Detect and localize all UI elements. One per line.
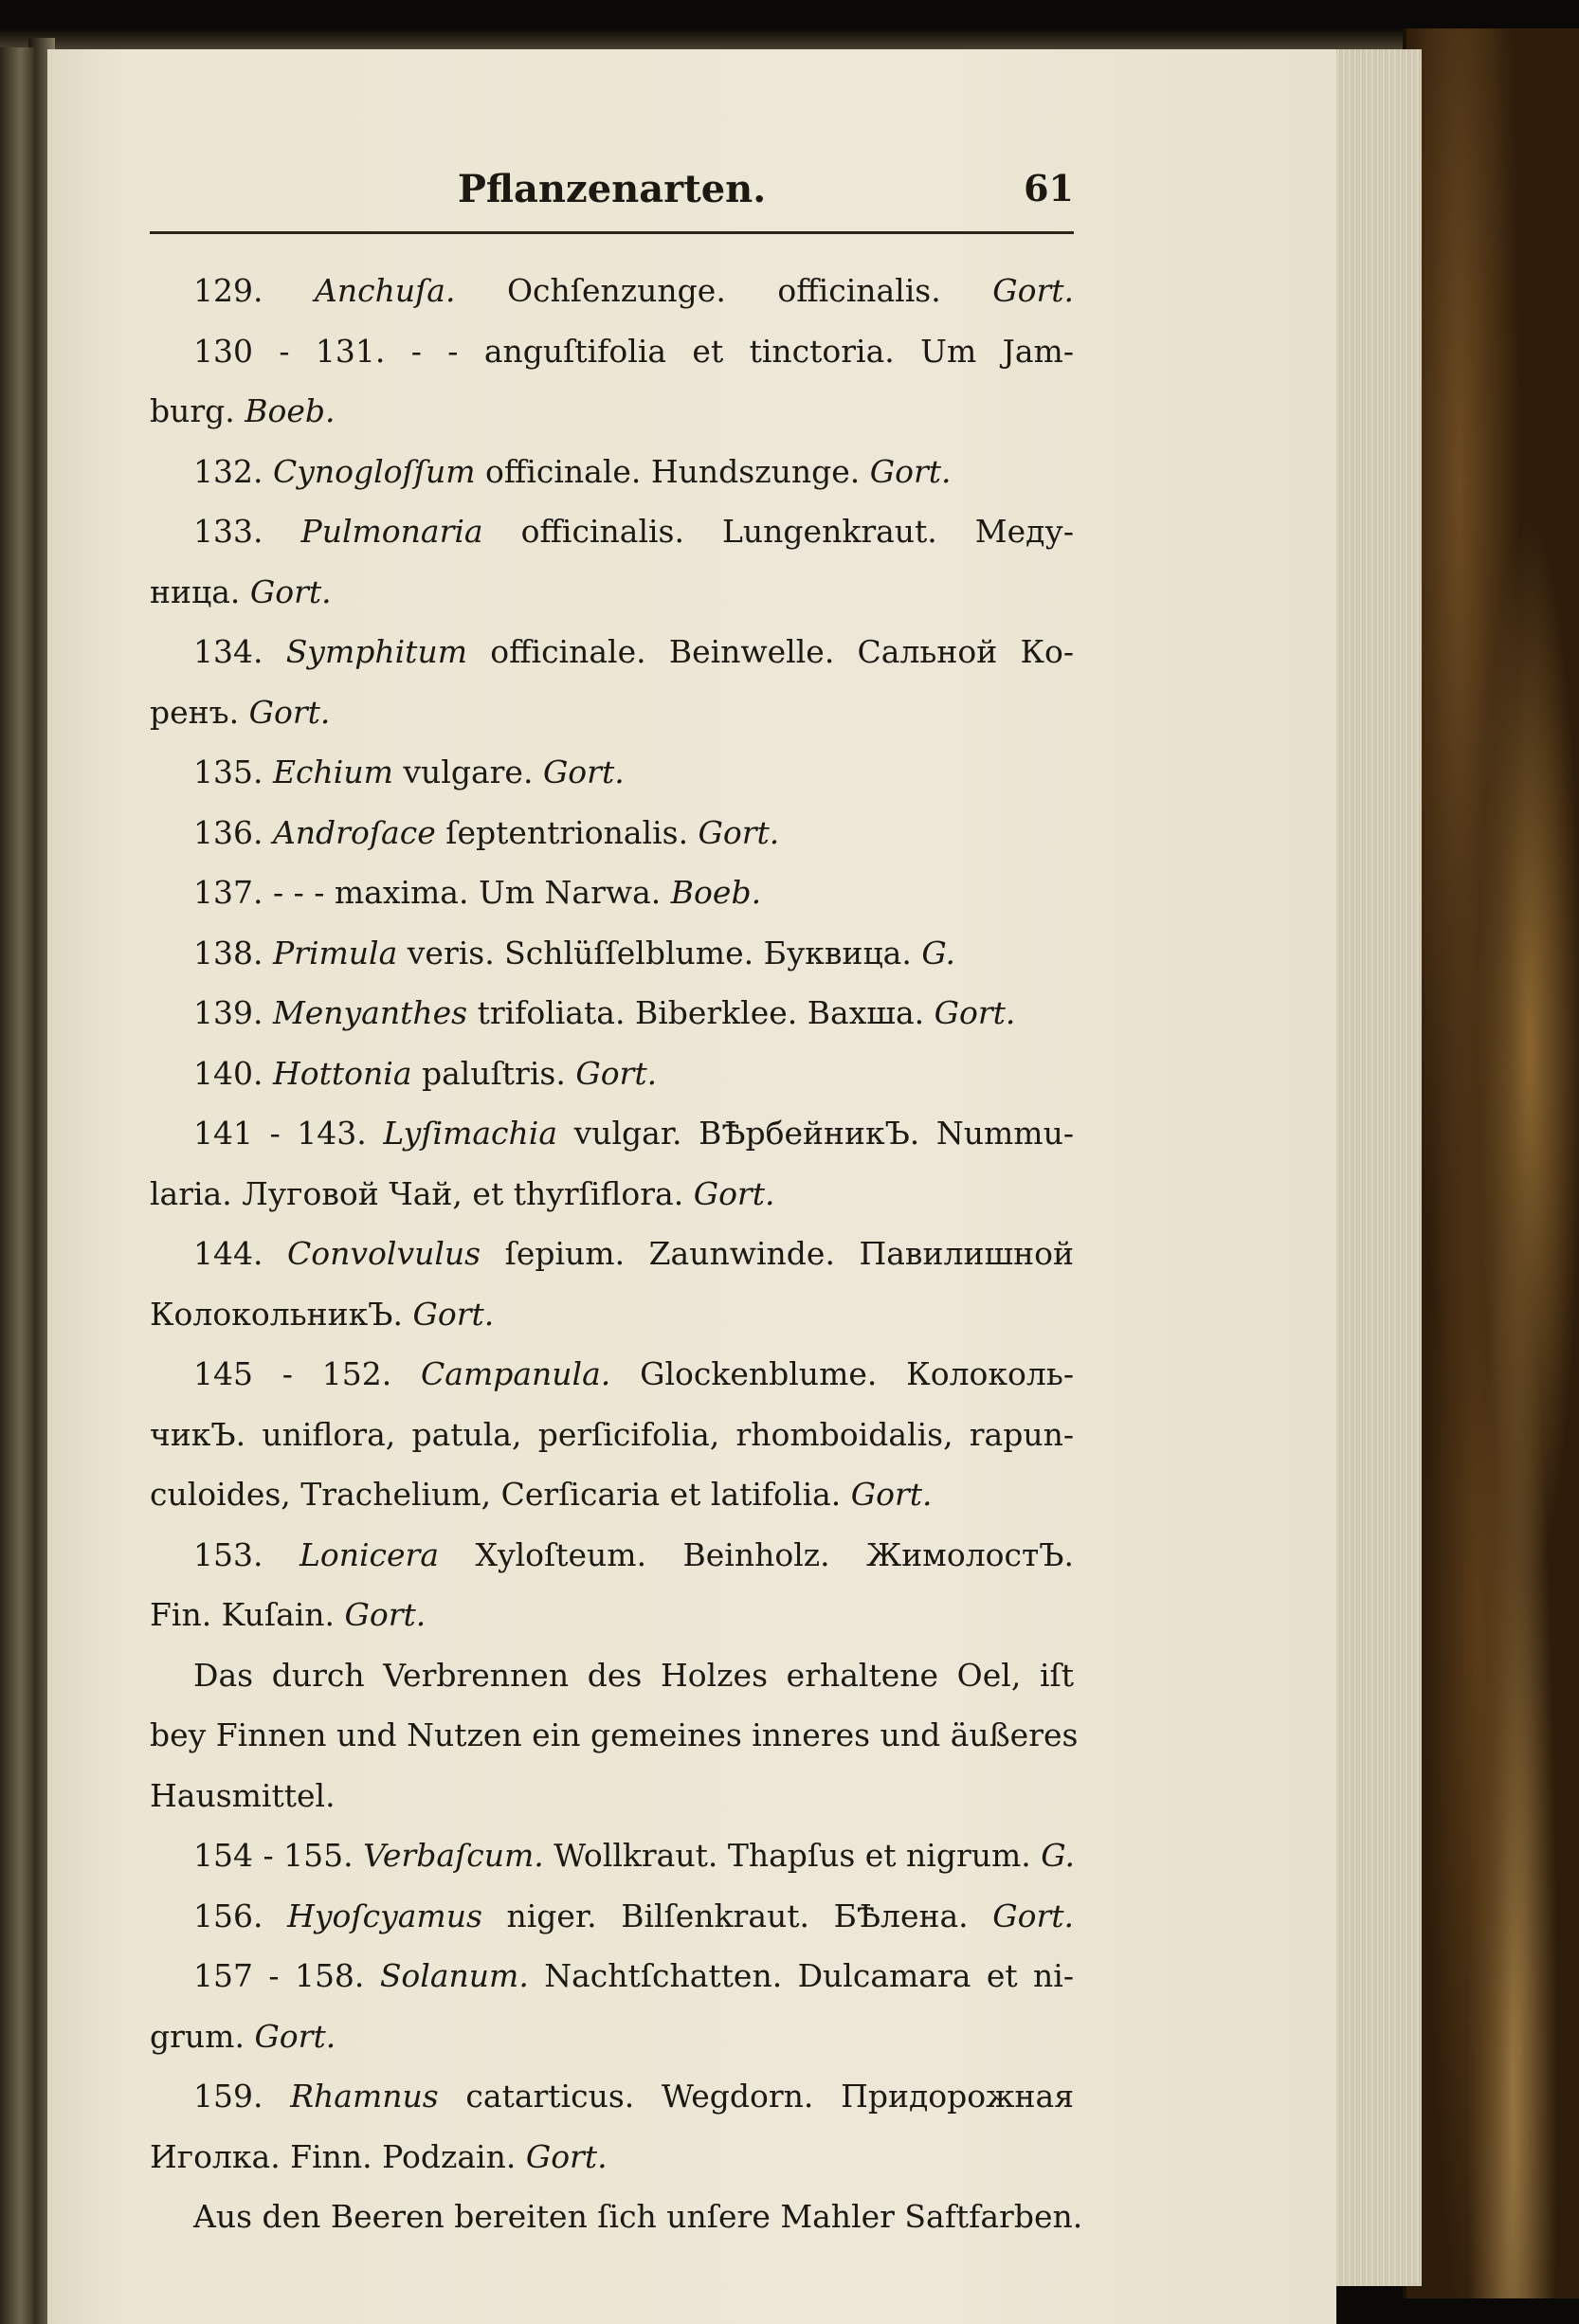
text-run: 139.	[193, 994, 273, 1031]
text-run: bey Finnen und Nutzen ein gemeines inneres und äußeres	[150, 1716, 1079, 1753]
text-run: 132.	[193, 452, 273, 490]
text-line	[150, 1946, 1074, 2006]
text-run: Xyloſteum. Beinholz. ЖимолостЪ.	[439, 1535, 1074, 1573]
italic-text: Campanula.	[421, 1355, 611, 1392]
page-header	[150, 161, 1074, 234]
italic-text: Pulmonaria	[300, 513, 483, 550]
text-run: vulgare.	[392, 753, 543, 790]
text-line	[150, 501, 1074, 562]
text-line	[150, 923, 1074, 984]
italic-text: Primula	[272, 934, 398, 971]
text-run: 134.	[193, 633, 286, 670]
text-line	[150, 2066, 1074, 2127]
italic-text: Gort.	[249, 572, 332, 610]
text-line	[150, 622, 1074, 682]
text-run: 133.	[193, 513, 301, 550]
italic-text: Gort.	[698, 813, 780, 851]
italic-text: Rhamnus	[290, 2078, 439, 2115]
italic-text: Cynogloſſum	[272, 452, 476, 490]
text-run: catarticus. Wegdorn. Придорожная	[438, 2078, 1075, 2115]
text-line	[150, 1344, 1074, 1405]
italic-text: Lyſimachia	[383, 1115, 558, 1152]
text-line	[150, 1766, 1074, 1826]
text-run: officinale. Beinwelle. Сальной Ко-	[466, 633, 1075, 670]
text-line	[150, 2127, 1074, 2188]
text-run: officinale. Hundszunge.	[475, 452, 870, 490]
italic-text: Boeb.	[670, 874, 762, 911]
running-title: Pflanzenarten.	[457, 167, 767, 211]
text-run: 137. - - - maxima. Um Narwa.	[193, 874, 671, 911]
text-run: burg.	[150, 392, 245, 429]
text-run: 135.	[193, 753, 273, 790]
text-line	[150, 862, 1074, 923]
text-run: 140.	[193, 1054, 273, 1092]
text-run: Wollkraut. Thapſus et nigrum.	[543, 1837, 1042, 1874]
text-line	[150, 1525, 1074, 1586]
italic-text: Gort.	[248, 693, 331, 731]
text-run: vulgar. ВѢрбейникЪ. Nummu-	[557, 1115, 1074, 1152]
text-run: laria. Луговой Чай, et thyrſiflora.	[150, 1174, 694, 1212]
italic-text: Gort.	[412, 1295, 495, 1333]
text-line	[150, 803, 1074, 863]
text-run: 138.	[193, 934, 273, 971]
text-run: 130 - 131. - - anguſtifolia et tinctoria. Um Jam-	[193, 332, 1074, 370]
text-run: Fin. Kuſain.	[150, 1596, 345, 1633]
page-content	[150, 161, 1083, 2247]
text-run: КолокольникЪ.	[150, 1295, 413, 1333]
italic-text: Gort.	[525, 2137, 608, 2175]
text-run: ſepium. Zaunwinde. Павилишной	[481, 1235, 1074, 1272]
italic-text: Anchuſa.	[315, 272, 456, 309]
text-run: Иголка. Finn. Podzain.	[150, 2137, 526, 2175]
text-run: Das durch Verbrennen des Holzes erhaltene Oel, iſt	[193, 1656, 1074, 1694]
italic-text: Hyoſcyamus	[287, 1897, 482, 1934]
text-line	[150, 2006, 1074, 2067]
italic-text: G.	[1041, 1837, 1075, 1874]
text-line	[150, 1886, 1074, 1947]
text-line	[150, 1645, 1074, 1706]
text-line	[150, 1405, 1074, 1465]
text-run: culoides, Trachelium, Cerſicaria et latifolia.	[150, 1476, 851, 1513]
italic-text: Gort.	[542, 753, 625, 790]
text-run: grum.	[150, 2017, 255, 2055]
text-run: ница.	[150, 572, 250, 610]
text-line	[150, 1705, 1079, 1766]
italic-text: Echium	[272, 753, 393, 790]
text-run: trifoliata. Biberklee. Вахша.	[467, 994, 935, 1031]
text-line	[150, 742, 1074, 803]
text-run: 157 - 158.	[193, 1957, 380, 1994]
italic-text: Boeb.	[245, 392, 336, 429]
italic-text: Verbaſcum.	[363, 1837, 544, 1874]
italic-text: Gort.	[693, 1174, 775, 1212]
text-line	[150, 321, 1074, 382]
text-line	[150, 983, 1074, 1044]
text-run: 159.	[193, 2078, 291, 2115]
text-run: Ochſenzunge. officinalis.	[455, 272, 993, 309]
marbled-cover	[1403, 28, 1579, 2298]
text-body	[150, 234, 1083, 2247]
text-line	[150, 1284, 1074, 1345]
text-run: Hausmittel.	[150, 1776, 336, 1814]
text-run: 144.	[193, 1235, 288, 1272]
page-number: 61	[1024, 167, 1074, 209]
italic-text: Symphitum	[285, 633, 467, 670]
text-line	[150, 562, 1074, 623]
text-run: 156.	[193, 1897, 288, 1934]
text-run: Aus den Beeren bereiten ſich unſere Mahler Saftfarben.	[193, 2198, 1083, 2235]
italic-text: Gort.	[934, 994, 1016, 1031]
text-run: 145 - 152.	[193, 1355, 422, 1392]
text-run: paluſtris.	[411, 1054, 576, 1092]
italic-text: Hottonia	[272, 1054, 412, 1092]
text-run: чикЪ. uniflora, patula, perſicifolia, rhomboidalis, rapun-	[150, 1415, 1074, 1453]
text-run: 153.	[193, 1535, 299, 1573]
italic-text: Gort.	[992, 1897, 1075, 1934]
italic-text: G.	[921, 934, 956, 971]
italic-text: Lonicera	[299, 1535, 439, 1573]
text-run: 141 - 143.	[193, 1115, 384, 1152]
text-run: Glockenblume. Колоколь-	[610, 1355, 1074, 1392]
text-line	[150, 442, 1074, 502]
text-line	[150, 261, 1074, 321]
italic-text: Gort.	[992, 272, 1075, 309]
italic-text: Gort.	[575, 1054, 658, 1092]
text-line	[150, 682, 1074, 743]
text-run: Nachtſchatten. Dulcamara et ni-	[528, 1957, 1074, 1994]
italic-text: Menyanthes	[272, 994, 468, 1031]
italic-text: Gort.	[254, 2017, 336, 2055]
text-line	[150, 1103, 1074, 1164]
text-run: 154 - 155.	[193, 1837, 364, 1874]
text-line	[150, 1585, 1074, 1645]
text-line	[150, 381, 1074, 442]
text-run: 136.	[193, 813, 273, 851]
text-line	[150, 1825, 1074, 1886]
text-run: ренъ.	[150, 693, 249, 731]
italic-text: Gort.	[850, 1476, 933, 1513]
text-run: niger. Bilſenkraut. БѢлена.	[481, 1897, 993, 1934]
italic-text: Androſace	[272, 813, 436, 851]
text-line	[150, 1464, 1074, 1525]
text-line	[150, 1044, 1074, 1104]
text-run: 129.	[193, 272, 316, 309]
italic-text: Gort.	[869, 452, 952, 490]
italic-text: Convolvulus	[287, 1235, 481, 1272]
italic-text: Solanum.	[379, 1957, 529, 1994]
text-line	[150, 1224, 1074, 1284]
text-line	[150, 1164, 1074, 1225]
text-line	[150, 2187, 1083, 2247]
left-page-edge	[0, 47, 34, 2324]
text-run: ſeptentrionalis.	[435, 813, 699, 851]
text-run: veris. Schlüſſelblume. Буквица.	[397, 934, 922, 971]
text-run: officinalis. Lungenkraut. Меду-	[482, 513, 1074, 550]
italic-text: Gort.	[344, 1596, 427, 1633]
